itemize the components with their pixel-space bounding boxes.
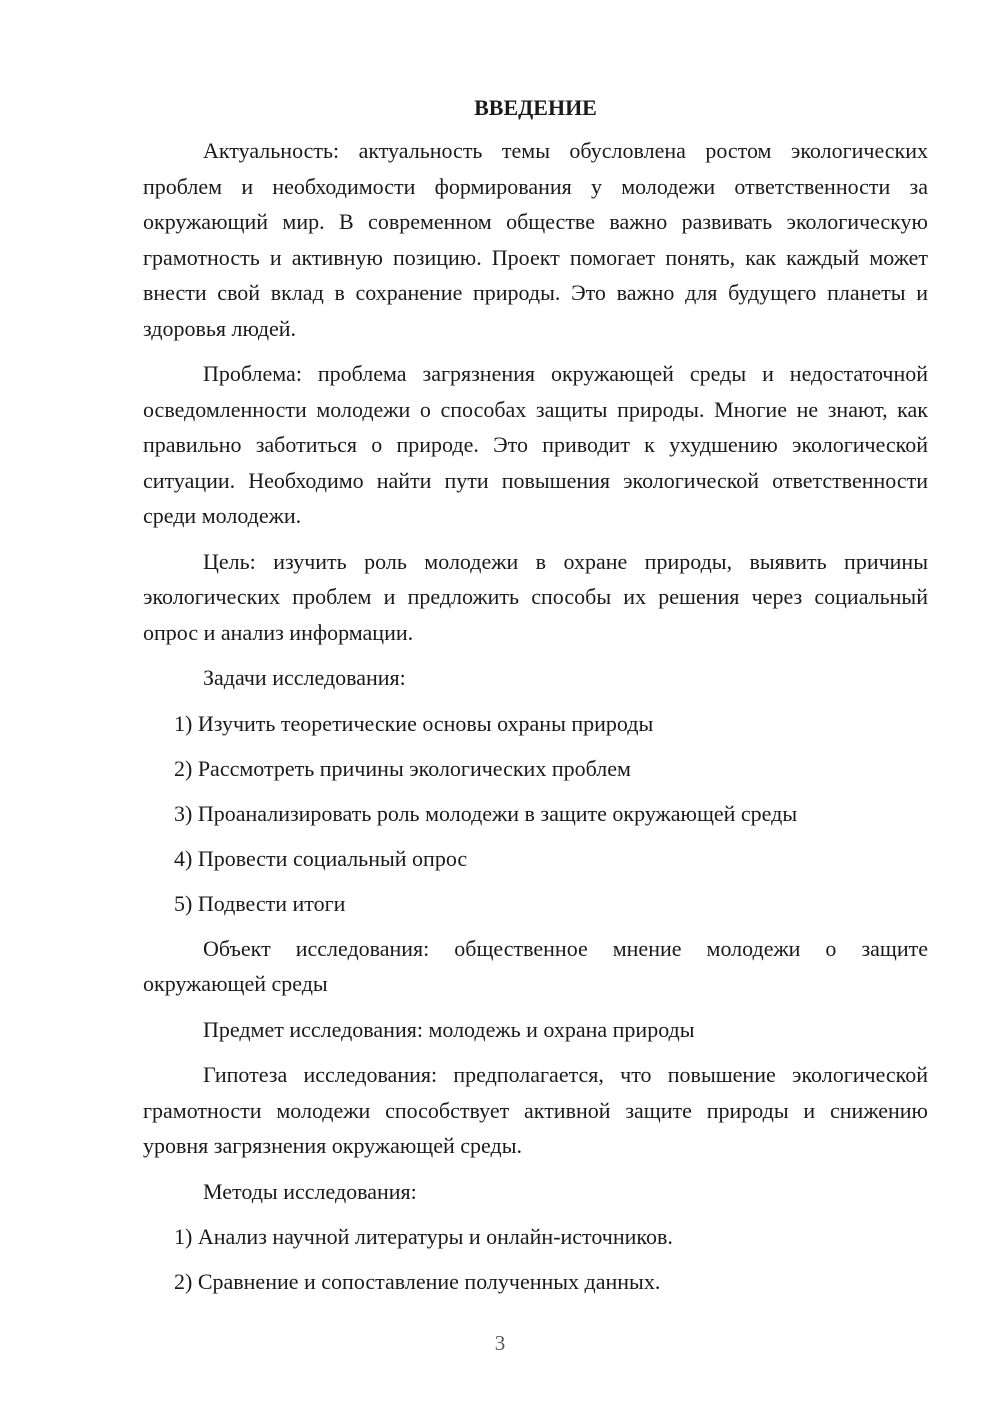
document-page xyxy=(143,90,928,1309)
tasks-heading: Задачи исследования: xyxy=(203,665,406,690)
task-item: 3) Проанализировать роль молодежи в защите окружающей среды xyxy=(174,800,798,826)
task-item: 5) Подвести итоги xyxy=(174,890,346,916)
page-title: ВВЕДЕНИЕ xyxy=(474,95,597,120)
methods-heading: Методы исследования: xyxy=(203,1178,417,1204)
subject-paragraph: Предмет исследования: молодежь и охрана природы xyxy=(203,1016,695,1042)
task-item: 4) Провести социальный опрос xyxy=(174,845,468,871)
method-item: 2) Сравнение и сопоставление полученных данных. xyxy=(174,1269,661,1294)
task-item: 1) Изучить теоретические основы охраны природы xyxy=(174,710,654,736)
problem-paragraph: Проблема: проблема загрязнения окружающей среды и недостаточной осведомленности молодежи о способах защиты природы. Многие не знают, как правильно заботиться о природе. Это приводит к ухудшению экологической ситуации. Необходимо найти пути повышения экологической ответственности среди молодежи. xyxy=(143,361,928,528)
hypothesis-paragraph: Гипотеза исследования: предполагается, что повышение экологической грамотности молодежи способствует активной защите природы и снижению уровня загрязнения окружающей среды. xyxy=(143,1062,928,1158)
relevance-paragraph: Актуальность: актуальность темы обусловлена ростом экологических проблем и необходимости формирования у молодежи ответственности за окружающий мир. В современном обществе важно развивать экологическую грамотность и активную позицию. Проект помогает понять, как каждый может внести свой вклад в сохранение природы. Это важно для будущего планеты и здоровья людей. xyxy=(143,138,928,341)
method-item: 1) Анализ научной литературы и онлайн-источников. xyxy=(174,1224,673,1249)
object-paragraph: Объект исследования: общественное мнение молодежи о защите окружающей среды xyxy=(143,935,928,996)
page-number: 3 xyxy=(494,1331,506,1355)
goal-paragraph: Цель: изучить роль молодежи в охране природы, выявить причины экологических проблем и предложить способы их решения через социальный опрос и анализ информации. xyxy=(143,548,928,645)
task-item: 2) Рассмотреть причины экологических проблем xyxy=(174,755,631,781)
